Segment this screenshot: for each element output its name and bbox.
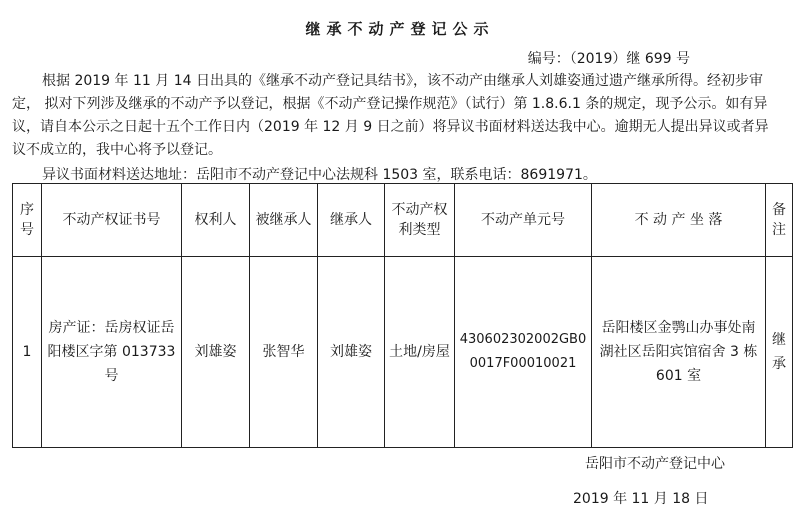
issuer-name: 岳阳市不动产登记中心 [585, 456, 725, 472]
document-number: 编号：（2019）继 699 号 [527, 51, 690, 67]
header-right-type: 不动产权利类型 [385, 184, 455, 257]
header-right-holder: 权利人 [182, 184, 250, 257]
header-decedent: 被继承人 [250, 184, 318, 257]
cell-location: 岳阳楼区金鹗山办事处南湖社区岳阳宾馆宿舍 3 栋 601 室 [592, 257, 766, 448]
header-remarks: 备注 [766, 184, 793, 257]
table-header-row [13, 184, 793, 257]
cell-certificate-number: 房产证：岳房权证岳阳楼区字第 013733 号 [42, 257, 182, 448]
header-unit-number: 不动产单元号 [455, 184, 592, 257]
header-heir: 继承人 [318, 184, 385, 257]
cell-right-type: 土地/房屋 [385, 257, 455, 448]
cell-decedent: 张智华 [250, 257, 318, 448]
header-location: 不 动 产 坐 落 [592, 184, 766, 257]
cell-remarks: 继承 [766, 257, 793, 448]
notice-title: 继承不动产登记公示 [305, 20, 495, 38]
header-certificate-number: 不动产权证书号 [42, 184, 182, 257]
notice-paragraph: 根据 2019 年 11 月 14 日出具的《继承不动产登记具结书》，该不动产由继承人刘雄姿通过遗产继承所得。经初步审定， 拟对下列涉及继承的不动产予以登记，根据《不动产登记操作规范》（试行）第 1.8.6.1 条的规定，现予公示。如有异议，请自本公示之日起十五个工作日内（2019 年 12 月 9 日之前）将异议书面材料送达我中心。逾期无人提出异议或者异议不成立的，我中心将予以登记。 [12, 73, 769, 158]
header-index: 序号 [13, 184, 42, 257]
cell-index: 1 [13, 257, 42, 448]
cell-heir: 刘雄姿 [318, 257, 385, 448]
objection-address: 异议书面材料送达地址：岳阳市不动产登记中心法规科 1503 室，联系电话：8691971。 [42, 167, 597, 183]
registration-table [12, 183, 793, 448]
cell-right-holder: 刘雄姿 [182, 257, 250, 448]
issue-date: 2019 年 11 月 18 日 [573, 491, 709, 507]
cell-unit-number: 430602302002GB00017F00010021 [455, 257, 592, 448]
table-row [13, 257, 793, 448]
